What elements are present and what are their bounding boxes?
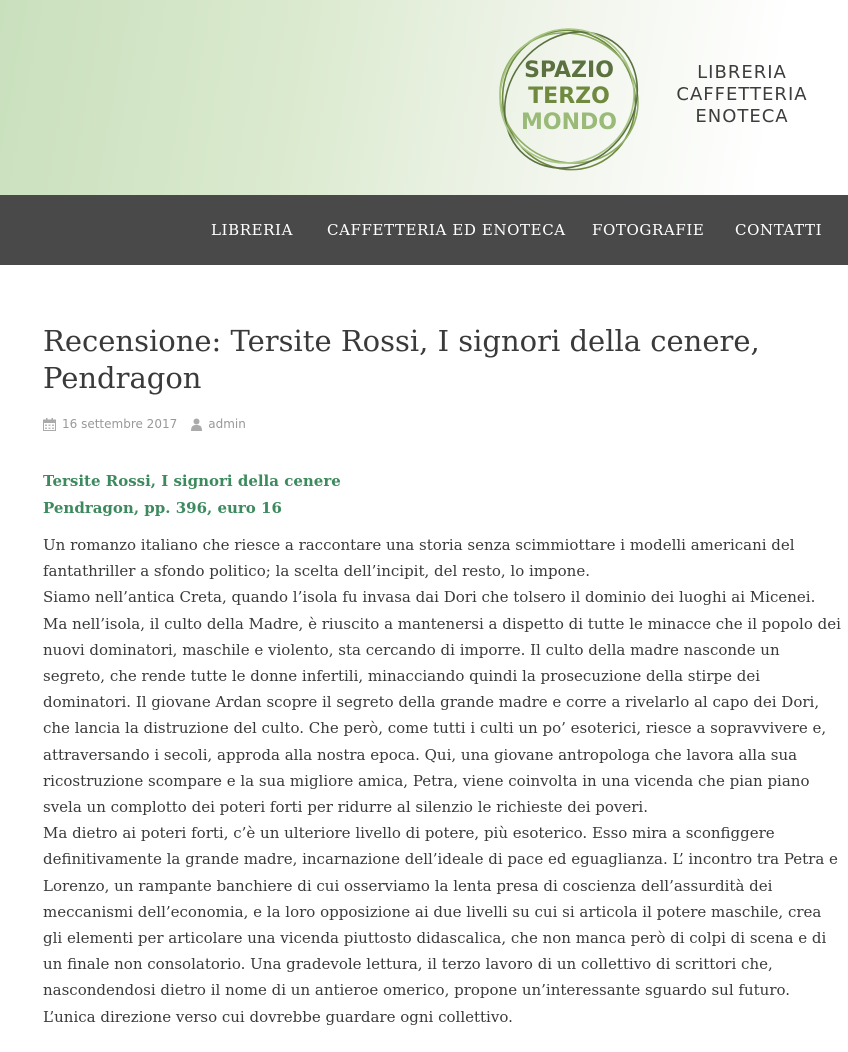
- paragraph: L’unica direzione verso cui dovrebbe guardare ogni collettivo.: [43, 1007, 513, 1026]
- article: [43, 265, 843, 1030]
- nav-item-libreria[interactable]: LIBRERIA: [211, 221, 294, 239]
- tagline-line: ENOTECA: [695, 106, 789, 127]
- logo-word-spazio: SPAZIO: [524, 58, 614, 83]
- site-header: [0, 0, 848, 195]
- paragraph: Ma dietro ai poteri forti, c’è un ulteriore livello di potere, più esoterico. Esso mira a sconfiggere definitivamente la grande madre, incarnazione dell’ideale di pace ed eguaglianza. L’ incontro tra Petra e Lorenzo, un rampante banchiere di cui osserviamo la lenta presa di coscienza dell’assurdità dei meccanismi dell’economia, e la loro opposizione ai due livelli su cui si articola il potere maschile, crea gli elementi per articolare una vicenda piuttosto didascalica, che non manca però di colpi di scena e di un finale non consolatorio. Una gradevole lettura, il terzo lavoro di un collettivo di scrittori che, nascondendosi dietro il nome di un antieroe omerico, propone un’interessante sguardo sul futuro.: [43, 824, 838, 1000]
- tagline-line: LIBRERIA: [697, 62, 787, 83]
- tagline-line: CAFFETTERIA: [676, 84, 808, 105]
- book-info: [43, 468, 843, 522]
- post-meta: [43, 414, 843, 434]
- post-date[interactable]: 16 settembre 2017: [62, 417, 178, 431]
- calendar-icon: [43, 418, 56, 431]
- post-body: [43, 532, 843, 1030]
- logo-word-mondo: MONDO: [521, 110, 617, 135]
- nav-item-contatti[interactable]: CONTATTI: [735, 221, 823, 239]
- paragraph: Siamo nell’antica Creta, quando l’isola fu invasa dai Dori che tolsero il dominio dei luoghi ai Micenei. Ma nell’isola, il culto della Madre, è riuscito a mantenersi a dispetto di tutte le minacce che il popolo dei nuovi dominatori, maschile e violento, sta cercando di imporre. Il culto della madre nasconde un segreto, che rende tutte le donne infertili, minacciando quindi la prosecuzione della stirpe dei dominatori. Il giovane Ardan scopre il segreto della grande madre e corre a rivelarlo al capo dei Dori, che lancia la distruzione del culto. Che però, come tutti i culti un po’ esoterici, riesce a sopravvivere e, attraversando i secoli, approda alla nostra epoca. Qui, una giovane antropologa che lavora alla sua ricostruzione scompare e la sua migliore amica, Petra, viene coinvolta in una vicenda che pian piano svela un complotto dei poteri forti per ridurre al silenzio le richieste dei poveri.: [43, 588, 841, 817]
- paragraph: Un romanzo italiano che riesce a raccontare una storia senza scimmiottare i modelli americani del fantathriller a sfondo politico; la scelta dell’incipit, del resto, lo impone.: [43, 536, 795, 581]
- site-tagline: [672, 62, 812, 128]
- post-author-name[interactable]: admin: [208, 417, 246, 431]
- main-navigation: [0, 195, 848, 265]
- book-title-line: Tersite Rossi, I signori della cenere: [43, 472, 341, 490]
- nav-item-fotografie[interactable]: FOTOGRAFIE: [592, 221, 705, 239]
- post-author: [191, 417, 246, 431]
- book-publisher-line: Pendragon, pp. 396, euro 16: [43, 499, 282, 517]
- site-logo[interactable]: [494, 14, 644, 184]
- nav-item-caffetteria-enoteca[interactable]: CAFFETTERIA ED ENOTECA: [327, 221, 566, 239]
- user-icon: [191, 418, 202, 431]
- page-title: Recensione: Tersite Rossi, I signori della cenere, Pendragon: [43, 324, 760, 395]
- logo-word-terzo: TERZO: [528, 84, 610, 109]
